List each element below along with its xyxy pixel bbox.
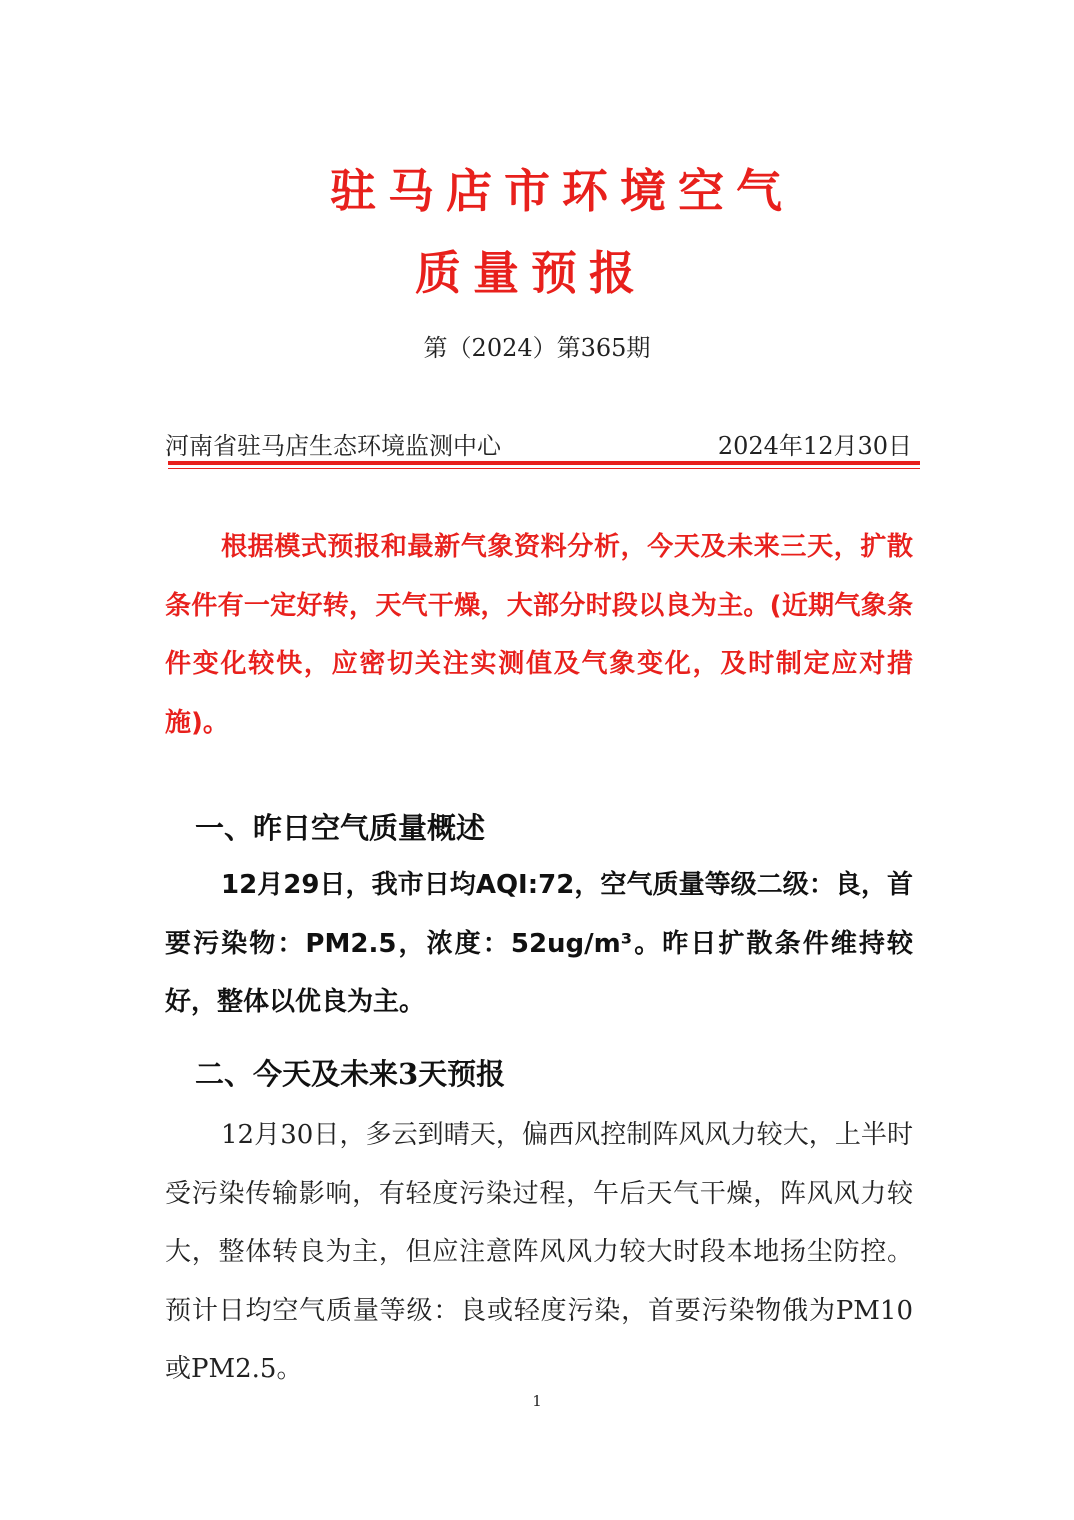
section1-heading: 一、昨日空气质量概述 — [195, 811, 486, 845]
report-title-line1: 驻马店市环境空气 — [330, 164, 794, 218]
issue-date: 2024年12月30日 — [717, 432, 912, 460]
header-divider-thin — [168, 468, 920, 469]
report-title-line2: 质量预报 — [415, 246, 647, 300]
forecast-summary: 根据模式预报和最新气象资料分析，今天及未来三天，扩散条件有一定好转，天气干燥，大部分时段以良为主。(近期气象条件变化较快，应密切关注实测值及气象变化，及时制定应对措施)。 — [165, 532, 913, 738]
section2-heading: 二、今天及未来3天预报 — [195, 1057, 506, 1091]
issuing-organization: 河南省驻马店生态环境监测中心 — [165, 432, 501, 460]
section2-body: 12月30日，多云到晴天，偏西风控制阵风风力较大，上半时受污染传输影响，有轻度污染过程，午后天气干燥，阵风风力较大，整体转良为主，但应注意阵风风力较大时段本地扬尘防控。预计日均空气质量等级：良或轻度污染，首要污染物俄为PM10或PM2.5。 — [165, 1120, 913, 1384]
section1-body: 12月29日，我市日均AQI:72，空气质量等级二级：良，首要污染物：PM2.5，浓度：52ug/m³。昨日扩散条件维持较好，整体以优良为主。 — [165, 870, 913, 1017]
page-number: 1 — [532, 1392, 542, 1410]
issue-number: 第（2024）第365期 — [423, 334, 651, 362]
header-divider-thick — [168, 461, 920, 465]
